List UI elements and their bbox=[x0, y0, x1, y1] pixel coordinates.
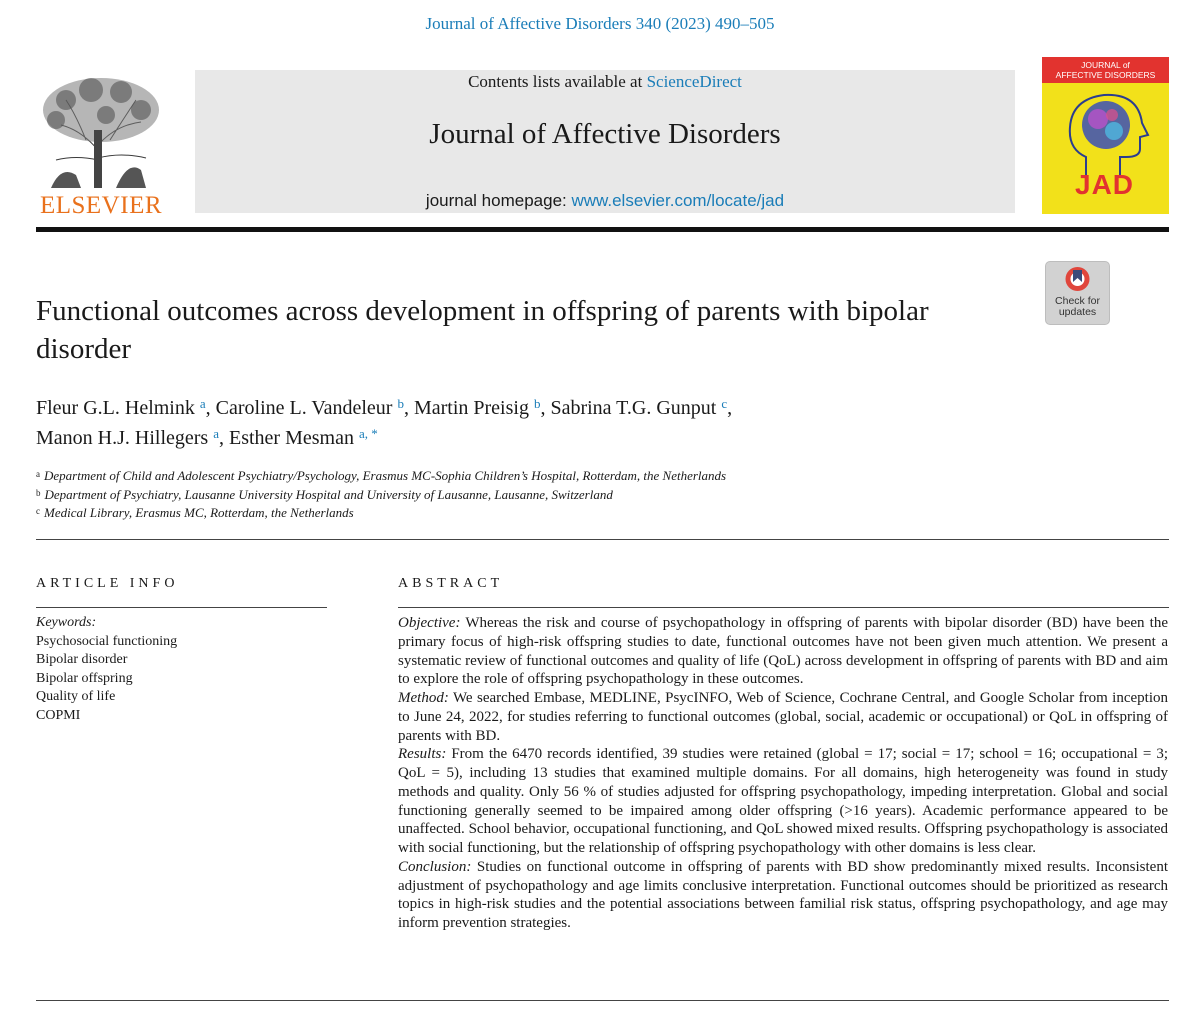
keywords-label: Keywords: bbox=[36, 615, 97, 630]
keyword: Bipolar offspring bbox=[36, 670, 133, 686]
affiliation-list bbox=[36, 467, 1136, 523]
article-info-rule bbox=[36, 607, 327, 608]
results-label: Results: bbox=[398, 746, 447, 763]
conclusion-label: Conclusion: bbox=[398, 858, 472, 875]
author-name: Esther Mesman bbox=[228, 427, 354, 449]
sciencedirect-link[interactable]: ScienceDirect bbox=[646, 72, 742, 91]
objective-text: Whereas the risk and course of psychopathology in offspring of parents with bipolar disorder (BD) have been the primary focus of high-risk offspring studies to date, functional outcomes have not been given much attention. We present a systematic review of functional outcomes and quality of life (QoL) across development in offspring of parents with BD and aim to explore the role of offspring psychopathology in these outcomes. bbox=[398, 615, 1168, 688]
elsevier-tree-icon bbox=[36, 70, 166, 188]
journal-cover[interactable] bbox=[1042, 57, 1169, 214]
cover-head-icon bbox=[1056, 87, 1156, 177]
article-info-heading: ARTICLE INFO bbox=[36, 576, 179, 591]
affiliation-link[interactable]: a bbox=[213, 426, 219, 441]
homepage-line bbox=[195, 191, 1015, 211]
objective-label: Objective: bbox=[398, 615, 461, 631]
abstract-results bbox=[398, 745, 1168, 858]
conclusion-text: Studies on functional outcome in offspring of parents with BD show predominantly mixed results. Inconsistent adjustment of psychopathology and age limits conclusive interpretation. Functional outcomes should be prioritized as research topics in high-risk studies and the potential associations between familial risk status, offspring psychopathology, and age may inform prevention strategies. bbox=[398, 858, 1168, 931]
contents-line bbox=[195, 72, 1015, 92]
author-name: Caroline L. Vandeleur bbox=[215, 397, 393, 419]
contents-prefix: Contents lists available at bbox=[468, 72, 647, 91]
author-name: Manon H.J. Hillegers bbox=[36, 427, 209, 449]
header-rule bbox=[36, 227, 1169, 232]
abstract-method bbox=[398, 689, 1168, 745]
affiliation-text: Medical Library, Erasmus MC, Rotterdam, the Netherlands bbox=[44, 505, 354, 520]
affiliation-item bbox=[36, 486, 1136, 505]
abstract-objective bbox=[398, 614, 1168, 689]
crossmark-line1: Check for bbox=[1055, 295, 1100, 307]
affiliation-link[interactable]: a bbox=[199, 396, 206, 411]
abstract-conclusion bbox=[398, 858, 1168, 933]
elsevier-logo[interactable] bbox=[36, 70, 166, 220]
crossmark-label bbox=[1046, 296, 1109, 318]
check-for-updates-badge[interactable] bbox=[1045, 261, 1110, 325]
affiliation-text: Department of Child and Adolescent Psychiatry/Psychology, Erasmus MC-Sophia Children’s Hospital, Rotterdam, the Netherlands bbox=[44, 468, 727, 483]
author-name: Martin Preisig bbox=[413, 397, 529, 419]
affiliation-item bbox=[36, 504, 1136, 523]
keyword: Quality of life bbox=[36, 689, 116, 704]
affiliation-text: Department of Psychiatry, Lausanne University Hospital and University of Lausanne, Lausanne, Switzerland bbox=[44, 486, 613, 502]
cover-title bbox=[1042, 57, 1169, 83]
author-name: Fleur G.L. Helmink bbox=[36, 397, 195, 419]
affiliation-link[interactable]: b bbox=[397, 396, 404, 411]
journal-masthead bbox=[195, 70, 1015, 213]
abstract-body bbox=[398, 614, 1168, 933]
author[interactable] bbox=[229, 427, 378, 449]
author[interactable] bbox=[36, 427, 219, 449]
method-text: We searched Embase, MEDLINE, PsycINFO, Web of Science, Cochrane Central, and Google Scholar from inception to June 24, 2022, for studies referring to functional outcomes (global, social, academic or occupational) or QoL in offspring of parents with BD. bbox=[398, 690, 1168, 744]
abstract-rule bbox=[398, 607, 1169, 608]
article-title: Functional outcomes across development in offspring of parents with bipolar disorder bbox=[36, 295, 929, 365]
affiliation-link[interactable]: b bbox=[533, 396, 541, 411]
affiliation-link[interactable]: c bbox=[721, 396, 728, 411]
journal-homepage-link[interactable]: www.elsevier.com/locate/jad bbox=[571, 191, 785, 210]
affiliation-key: b bbox=[36, 487, 41, 498]
results-text: From the 6470 records identified, 39 studies were retained (global = 17; social = 17; school = 16; occupational = 3; QoL = 5), including 13 studies that examined multiple domains. For all domains, high heterogeneity was found in study methods and quality. Only 56 % of studies adjusted for offspring psychopathology, impeding interpretation. Global and social functioning generally seemed to be impaired among older offspring (>16 years). Academic performance appeared to be unaffected. School behavior, occupational functioning, and QoL showed mixed results. Offspring psychopathology is associated with social functioning, but the relationship of offspring psychopathology with other domains is less clear. bbox=[398, 746, 1168, 856]
publisher-name: ELSEVIER bbox=[39, 192, 163, 219]
cover-title-line2: AFFECTIVE DISORDERS bbox=[1055, 70, 1156, 80]
journal-citation[interactable]: Journal of Affective Disorders 340 (2023) 490–505 bbox=[425, 14, 775, 33]
crossmark-icon bbox=[1064, 266, 1091, 296]
section-divider bbox=[36, 539, 1169, 540]
keyword: Bipolar disorder bbox=[36, 652, 128, 667]
homepage-prefix: journal homepage: bbox=[425, 191, 572, 210]
cover-acronym: JAD bbox=[1075, 169, 1135, 200]
affiliation-item bbox=[36, 467, 1136, 486]
method-label: Method: bbox=[398, 690, 449, 706]
abstract-heading: ABSTRACT bbox=[398, 576, 504, 591]
cover-title-line1: JOURNAL of bbox=[1081, 60, 1130, 70]
journal-title: Journal of Affective Disorders bbox=[429, 118, 781, 150]
affiliation-key: a bbox=[36, 469, 40, 479]
crossmark-line2: updates bbox=[1058, 306, 1097, 318]
author[interactable] bbox=[36, 397, 206, 419]
keyword: Psychosocial functioning bbox=[36, 633, 178, 649]
keyword: COPMI bbox=[36, 707, 81, 723]
author[interactable] bbox=[414, 397, 541, 419]
affiliation-link[interactable]: a, * bbox=[358, 426, 378, 441]
author-list: Fleur G.L. Helmink $^a$, Caroline L. Vandeleur $^b$, Martin Preisig $^b$, Sabrina T.G. Gunput $^c$, Manon H.J. Hillegers $^a$, Esther Mesman $^{a, *}$ bbox=[36, 396, 733, 449]
author-name: Sabrina T.G. Gunput bbox=[550, 397, 717, 419]
author[interactable] bbox=[550, 397, 727, 419]
author[interactable] bbox=[216, 397, 404, 419]
affiliation-key: c bbox=[36, 506, 40, 516]
footer-divider bbox=[36, 1000, 1169, 1001]
keywords-block bbox=[36, 614, 326, 725]
